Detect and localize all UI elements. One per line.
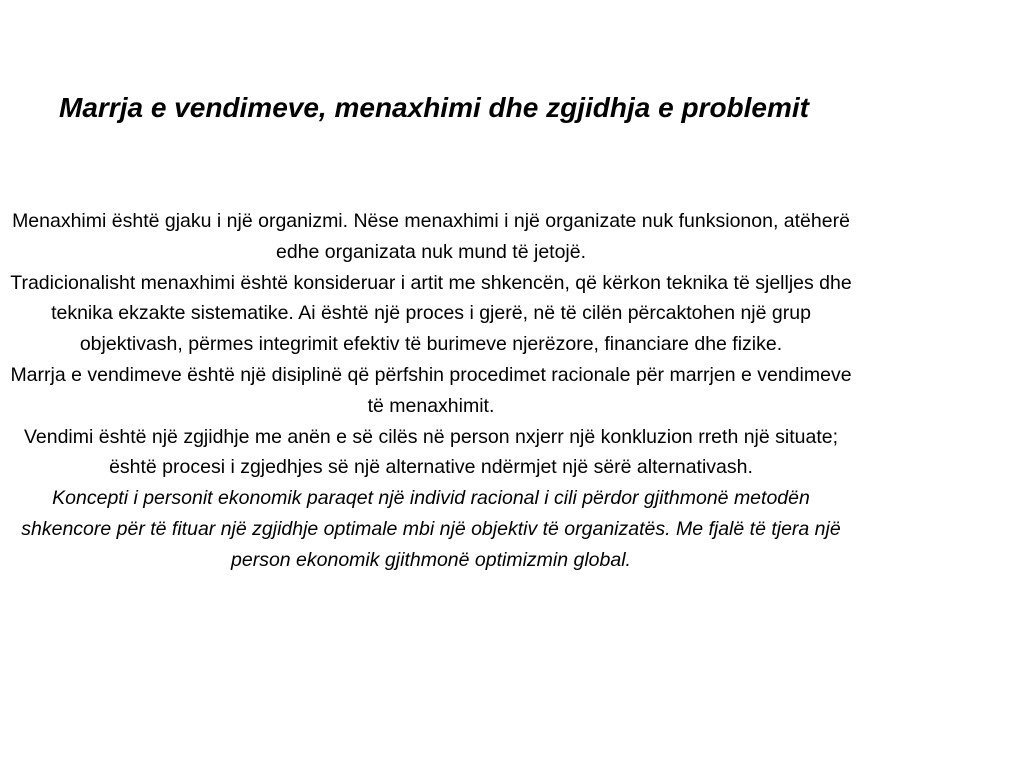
slide-body — [10, 206, 852, 576]
paragraph-traditional-management: Tradicionalisht menaxhimi është konsideruar i artit me shkencën, që kërkon teknika të sjelljes dhe teknika ekzakte sistematike. Ai është një proces i gjerë, në të cilën përcaktohen një grup objektivash, përmes integrimit efektiv të burimeve njerëzore, financiare dhe fizike. — [10, 271, 852, 356]
paragraph-economic-person: Koncepti i personit ekonomik paraqet një individ racional i cili përdor gjithmonë metodën shkencore për të fituar një zgjidhje optimale mbi një objektiv të organizatës. Me fjalë të tjera një person ekonomik gjithmonë optimizmin global. — [21, 487, 841, 571]
paragraph-management: Menaxhimi është gjaku i një organizmi. Nëse menaxhimi i një organizate nuk funksionon, atëherë edhe organizata nuk mund të jetojë. — [12, 210, 850, 263]
paragraph-decision-making: Marrja e vendimeve është një disiplinë që përfshin procedimet racionale për marrjen e vendimeve të menaxhimit. — [10, 363, 852, 417]
paragraph-decision-definition: Vendimi është një zgjidhje me anën e së cilës në person nxjerr një konkluzion rreth një situate; është procesi i zgjedhjes së një alternative ndërmjet një sërë alternativash. — [23, 425, 839, 479]
slide-title: Marrja e vendimeve, menaxhimi dhe zgjidhja e problemit — [59, 92, 809, 123]
